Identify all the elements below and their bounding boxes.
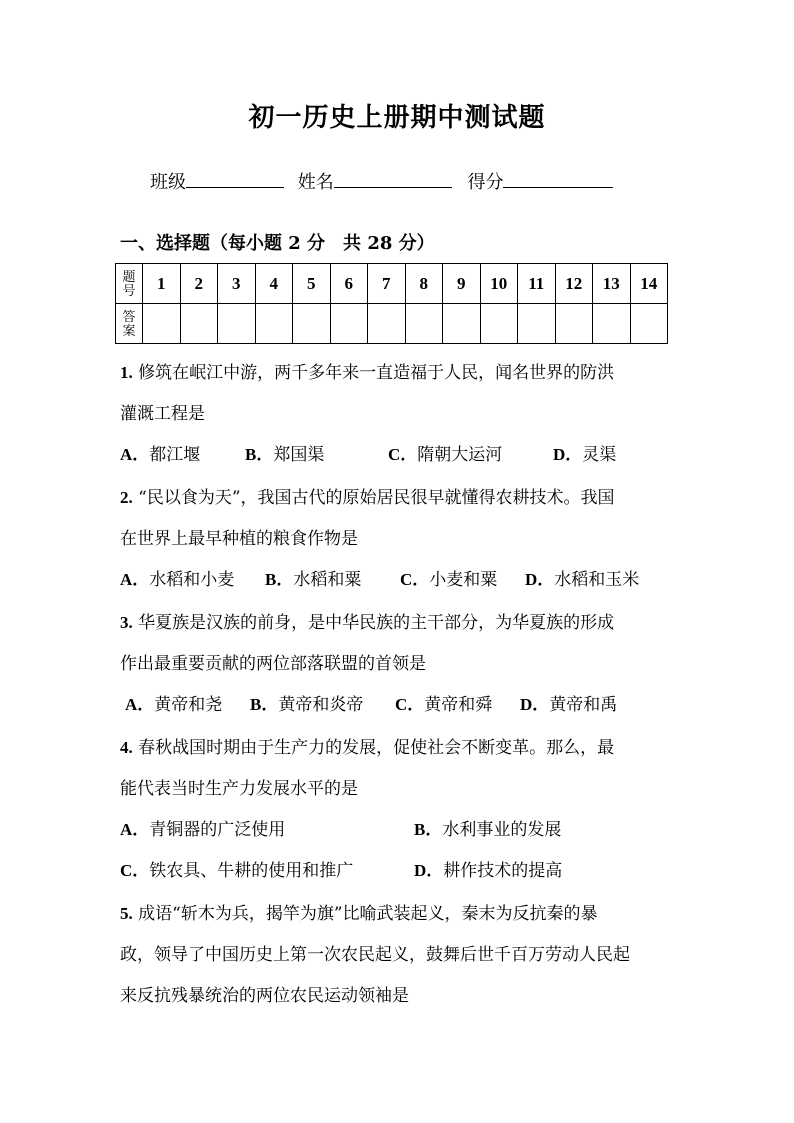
question-2-option-b[interactable]: B．水稻和粟 xyxy=(265,570,362,590)
answer-number-14: 14 xyxy=(630,264,668,304)
answer-number-12: 12 xyxy=(555,264,593,304)
answer-cell-2[interactable] xyxy=(180,304,218,344)
name-field[interactable] xyxy=(334,169,452,188)
answer-cell-13[interactable] xyxy=(593,304,631,344)
answer-cell-9[interactable] xyxy=(443,304,481,344)
answer-number-7: 7 xyxy=(368,264,406,304)
page-title: 初一历史上册期中测试题 xyxy=(248,103,546,133)
question-2-option-a[interactable]: A．水稻和小麦 xyxy=(120,570,235,590)
answer-number-2: 2 xyxy=(180,264,218,304)
question-3-option-c[interactable]: C．黄帝和舜 xyxy=(395,695,493,715)
answer-cell-7[interactable] xyxy=(368,304,406,344)
answer-number-10: 10 xyxy=(480,264,518,304)
row-header-number: 题 号 xyxy=(116,264,143,304)
answer-cell-4[interactable] xyxy=(255,304,293,344)
question-4-number: 4. xyxy=(120,738,133,757)
question-3-line-1: 3. 华夏族是汉族的前身，是中华民族的主干部分，为华夏族的形成 xyxy=(120,613,615,633)
section-heading: 一、选择题（每小题 2 分 共 28 分） xyxy=(120,233,435,254)
question-1-option-b[interactable]: B．郑国渠 xyxy=(245,445,325,465)
answer-cell-11[interactable] xyxy=(518,304,556,344)
question-3-option-d[interactable]: D．黄帝和禹 xyxy=(520,695,618,715)
answer-number-8: 8 xyxy=(405,264,443,304)
question-3-option-a[interactable]: A．黄帝和尧 xyxy=(125,695,223,715)
answer-number-9: 9 xyxy=(443,264,481,304)
answer-cell-14[interactable] xyxy=(630,304,668,344)
answer-number-11: 11 xyxy=(518,264,556,304)
question-3-number: 3. xyxy=(120,613,133,632)
question-1-option-d[interactable]: D．灵渠 xyxy=(553,445,617,465)
student-info-line xyxy=(150,168,613,194)
question-1-number: 1. xyxy=(120,363,133,382)
score-field[interactable] xyxy=(503,169,613,188)
question-4-option-c[interactable]: C．铁农具、牛耕的使用和推广 xyxy=(120,861,354,881)
question-2-line-2: 在世界上最早种植的粮食作物是 xyxy=(120,529,358,549)
question-1-line-2: 灌溉工程是 xyxy=(120,404,205,424)
question-3-option-b[interactable]: B．黄帝和炎帝 xyxy=(250,695,364,715)
answer-cell-12[interactable] xyxy=(555,304,593,344)
question-2-line-1: 2. “民以食为天”，我国古代的原始居民很早就懂得农耕技术。我国 xyxy=(120,488,615,508)
question-4-option-b[interactable]: B．水利事业的发展 xyxy=(414,820,562,840)
answer-number-3: 3 xyxy=(218,264,256,304)
question-4-option-d[interactable]: D．耕作技术的提高 xyxy=(414,861,563,881)
question-2-option-d[interactable]: D．水稻和玉米 xyxy=(525,570,640,590)
answer-number-13: 13 xyxy=(593,264,631,304)
answer-cell-5[interactable] xyxy=(293,304,331,344)
answer-cell-6[interactable] xyxy=(330,304,368,344)
question-2-option-c[interactable]: C．小麦和粟 xyxy=(400,570,498,590)
question-3-line-2: 作出最重要贡献的两位部落联盟的首领是 xyxy=(120,654,426,674)
answer-number-5: 5 xyxy=(293,264,331,304)
answer-number-6: 6 xyxy=(330,264,368,304)
question-4-option-a[interactable]: A．青铜器的广泛使用 xyxy=(120,820,286,840)
row-header-answer: 答 案 xyxy=(116,304,143,344)
question-1-option-a[interactable]: A．都江堰 xyxy=(120,445,201,465)
answer-table xyxy=(115,263,668,344)
answer-cell-10[interactable] xyxy=(480,304,518,344)
answer-cell-1[interactable] xyxy=(143,304,181,344)
question-5-line-3: 来反抗残暴统治的两位农民运动领袖是 xyxy=(120,986,409,1006)
question-1-option-c[interactable]: C．隋朝大运河 xyxy=(388,445,503,465)
class-field[interactable] xyxy=(186,169,284,188)
question-5-number: 5. xyxy=(120,904,133,923)
number-row xyxy=(116,264,668,304)
score-label: 得分 xyxy=(467,172,504,193)
question-4-line-1: 4. 春秋战国时期由于生产力的发展，促使社会不断变革。那么，最 xyxy=(120,738,615,758)
question-5-line-1: 5. 成语“斩木为兵，揭竿为旗”比喻武装起义，秦末为反抗秦的暴 xyxy=(120,904,598,924)
question-4-line-2: 能代表当时生产力发展水平的是 xyxy=(120,779,358,799)
question-5-line-2: 政，领导了中国历史上第一次农民起义，鼓舞后世千百万劳动人民起 xyxy=(120,945,630,965)
answer-cell-3[interactable] xyxy=(218,304,256,344)
question-1-line-1: 1. 修筑在岷江中游，两千多年来一直造福于人民，闻名世界的防洪 xyxy=(120,363,615,383)
class-label: 班级 xyxy=(150,172,186,193)
answer-number-1: 1 xyxy=(143,264,181,304)
answer-cell-8[interactable] xyxy=(405,304,443,344)
question-2-number: 2. xyxy=(120,488,133,507)
answer-number-4: 4 xyxy=(255,264,293,304)
answer-row xyxy=(116,304,668,344)
name-label: 姓名 xyxy=(297,172,334,193)
